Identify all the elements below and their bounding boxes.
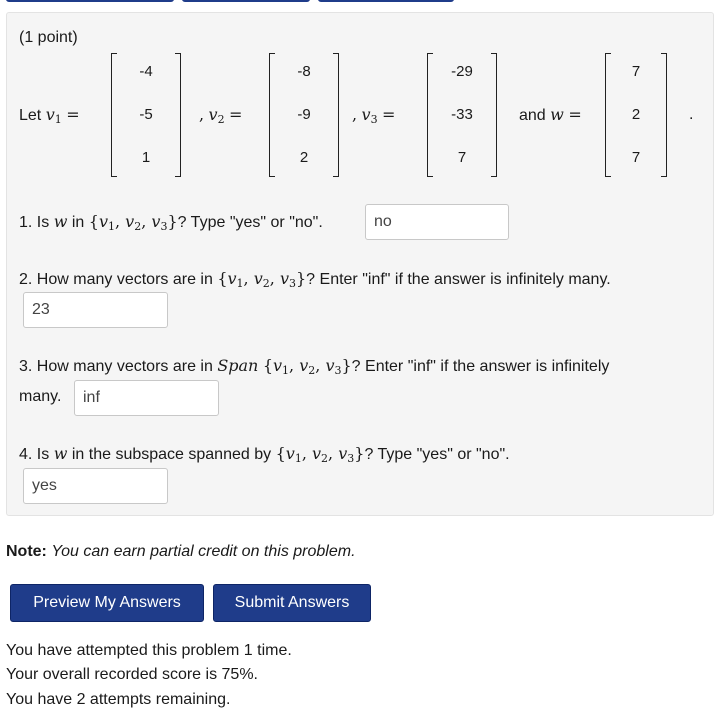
- answer-4-input[interactable]: yes: [23, 468, 168, 504]
- top-nav-button-1[interactable]: [6, 0, 174, 2]
- w-entry-2: 2: [631, 106, 641, 123]
- v3-label: , $v_3$ =: [352, 105, 396, 126]
- preview-answers-button[interactable]: Preview My Answers: [10, 584, 204, 622]
- attempts-status: You have attempted this problem 1 time.: [6, 642, 292, 659]
- question-2: 2. How many vectors are in {$v_1$, $v_2$, $v_3$}? Enter "inf" if the answer is infinitely many.: [19, 269, 611, 290]
- remaining-status: You have 2 attempts remaining.: [6, 691, 231, 708]
- note: [6, 543, 356, 561]
- v3-entry-2: -33: [451, 106, 473, 123]
- let-text: Let: [19, 107, 42, 124]
- question-3: 3. How many vectors are in Span {$v_1$, $v_2$, $v_3$}? Enter "inf" if the answer is infinitely: [19, 356, 610, 377]
- v2-entry-3: 2: [299, 149, 309, 166]
- v1-entry-2: -5: [139, 106, 153, 123]
- score-status: Your overall recorded score is 75%.: [6, 666, 258, 683]
- note-text: You can earn partial credit on this problem.: [51, 543, 356, 560]
- answer-2-input[interactable]: 23: [23, 292, 168, 328]
- v1-symbol: $v_1$: [45, 105, 62, 126]
- v2-entry-1: -8: [297, 63, 311, 80]
- answer-3-input[interactable]: inf: [74, 380, 219, 416]
- and-text: and: [519, 107, 546, 124]
- top-nav-button-2[interactable]: [182, 0, 310, 2]
- note-label: Note:: [6, 543, 47, 560]
- question-4: 4. Is w in the subspace spanned by {$v_1$, $v_2$, $v_3$}? Type "yes" or "no".: [19, 444, 510, 465]
- q4-text-c: ? Type "yes" or "no".: [364, 446, 510, 463]
- problem-panel: [6, 12, 714, 516]
- q4-number: 4.: [19, 446, 33, 463]
- q3-text-a: How many vectors are in: [36, 358, 213, 375]
- q2-number: 2.: [19, 271, 33, 288]
- vector-v3: [427, 53, 497, 177]
- w-entry-3: 7: [631, 149, 641, 166]
- vector-v2: [269, 53, 339, 177]
- period: .: [689, 106, 694, 123]
- v3-entry-3: 7: [457, 149, 467, 166]
- v1-entry-3: 1: [141, 149, 151, 166]
- submit-answers-button[interactable]: Submit Answers: [213, 584, 371, 622]
- q1-number: 1.: [19, 214, 33, 231]
- q2-text-b: ? Enter "inf" if the answer is infinitely many.: [306, 271, 611, 288]
- v2-entry-2: -9: [297, 106, 311, 123]
- v1-entry-1: -4: [139, 63, 153, 80]
- let-label: Let $v_1$ =: [19, 105, 80, 126]
- q1-text-c: ? Type "yes" or "no".: [177, 214, 323, 231]
- question-1: 1. Is w in {$v_1$, $v_2$, $v_3$}? Type "yes" or "no".: [19, 212, 323, 233]
- top-nav-button-3[interactable]: [318, 0, 454, 2]
- q2-text-a: How many vectors are in: [36, 271, 213, 288]
- q1-text-b: in: [71, 214, 85, 231]
- v3-entry-1: -29: [451, 63, 473, 80]
- point-value: (1 point): [19, 29, 78, 46]
- v2-label: , $v_2$ =: [199, 105, 243, 126]
- q4-text-a: Is: [36, 446, 50, 463]
- q4-text-b: in the subspace spanned by: [71, 446, 272, 463]
- answer-1-input[interactable]: no: [365, 204, 509, 240]
- w-entry-1: 7: [631, 63, 641, 80]
- w-label: and w =: [519, 105, 582, 124]
- q1-text-a: Is: [36, 214, 50, 231]
- q3-text-c: many.: [19, 388, 62, 405]
- vector-v1: [111, 53, 181, 177]
- vector-w: [605, 53, 667, 177]
- q3-number: 3.: [19, 358, 33, 375]
- q3-span-word: Span: [217, 356, 259, 375]
- q3-text-b: ? Enter "inf" if the answer is infinitely: [351, 358, 610, 375]
